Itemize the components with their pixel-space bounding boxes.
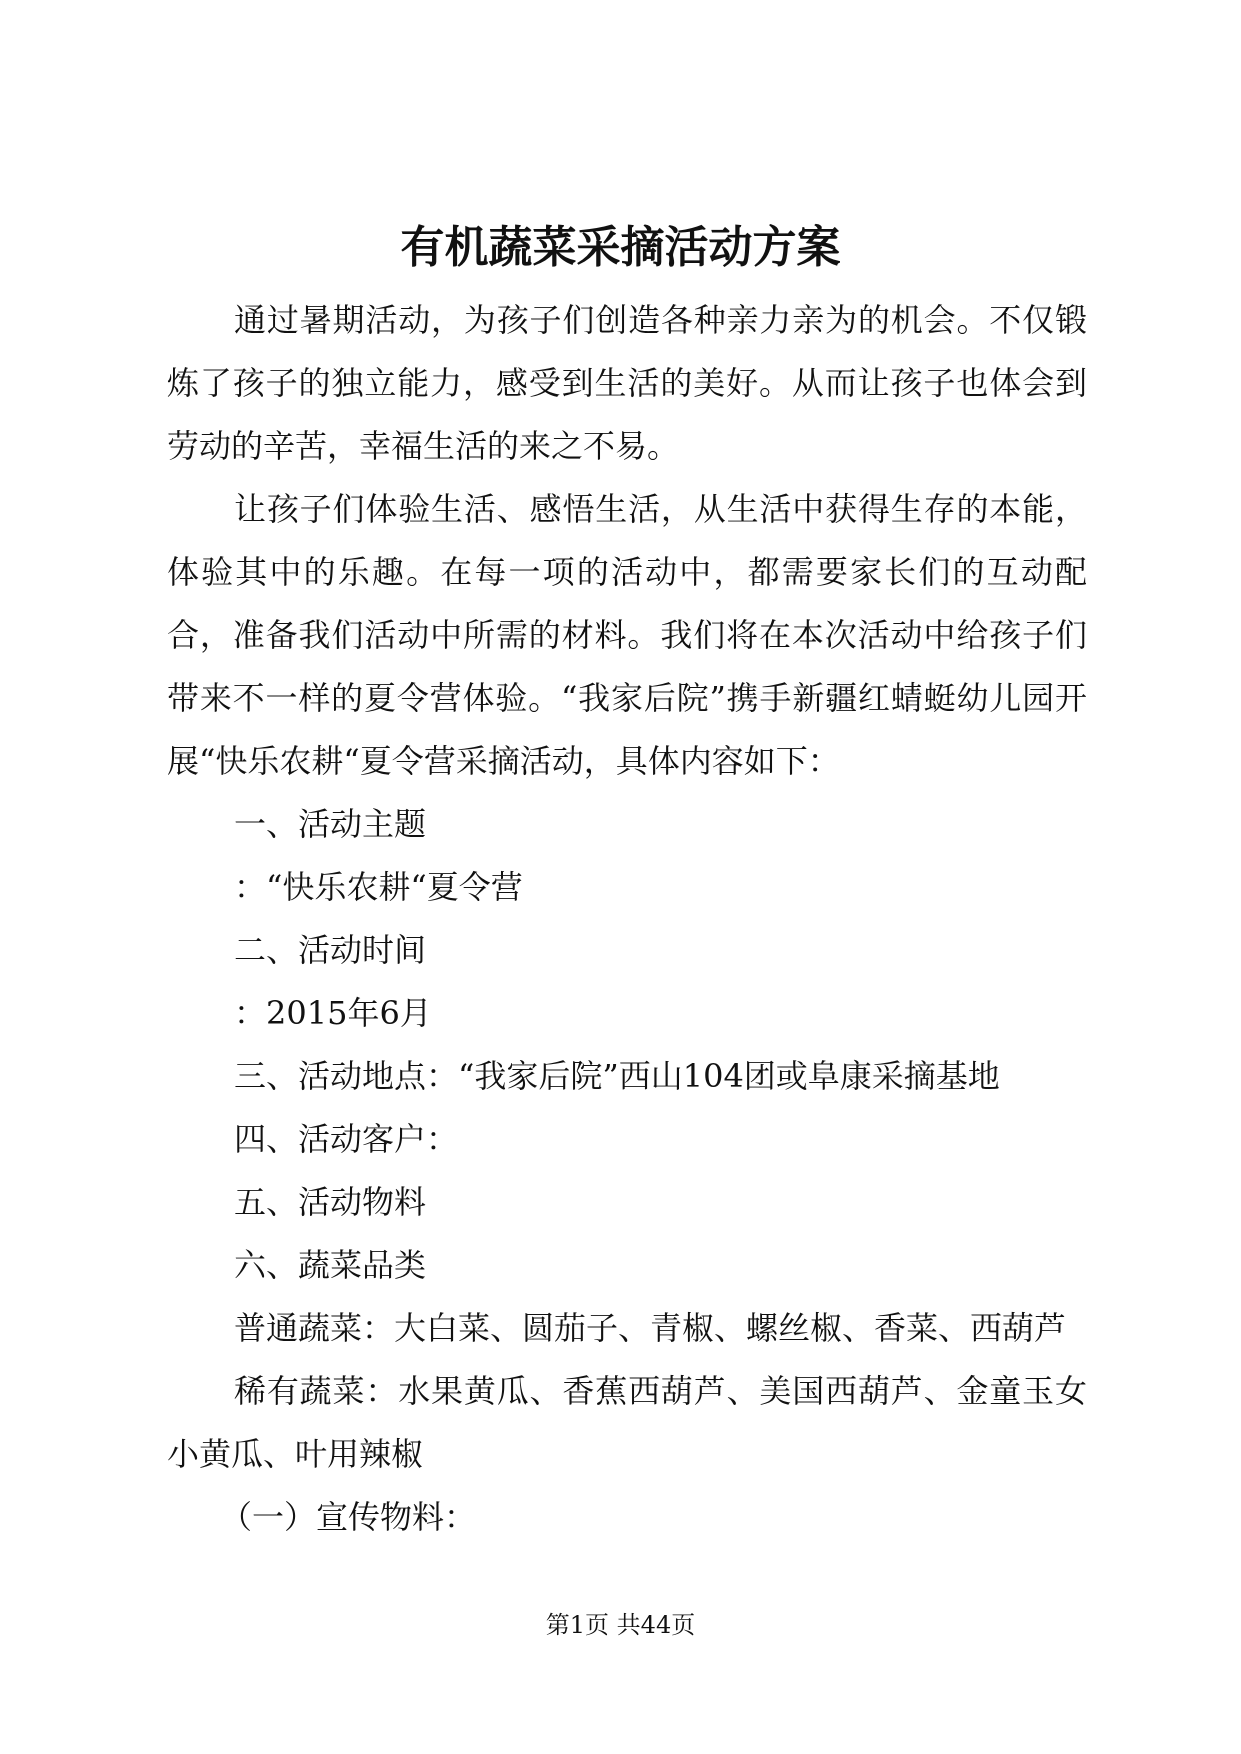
section-theme-heading: 一、活动主题 [234,805,427,843]
intro-paragraph-1: 通过暑期活动，为孩子们创造各种亲力亲为的机会。不仅锻炼了孩子的独立能力，感受到生活的美好。从而让孩子也体会到劳动的辛苦，幸福生活的来之不易。 [167,301,1087,465]
common-vegetables: 普通蔬菜：大白菜、圆茄子、青椒、螺丝椒、香菜、西葫芦 [234,1309,1067,1347]
document-body [167,289,1087,1549]
section-clients: 四、活动客户： [234,1120,459,1158]
page-footer: 第1页 共44页 [545,1611,696,1639]
intro-paragraph-2: 让孩子们体验生活、感悟生活，从生活中获得生存的本能，体验其中的乐趣。在每一项的活动中，都需要家长们的互动配合，准备我们活动中所需的材料。我们将在本次活动中给孩子们带来不一样的夏令营体验。“我家后院”携手新疆红蜻蜓幼儿园开展“快乐农耕“夏令营采摘活动，具体内容如下： [167,490,1087,780]
document-title: 有机蔬菜采摘活动方案 [400,222,841,273]
section-materials: 五、活动物料 [234,1183,427,1221]
promo-materials-heading: （一）宣传物料： [220,1498,477,1536]
section-time-value: ：2015年6月 [234,994,432,1032]
section-time-heading: 二、活动时间 [234,931,427,969]
section-vegetables: 六、蔬菜品类 [234,1246,427,1284]
section-location: 三、活动地点：“我家后院”西山104团或阜康采摘基地 [234,1057,1000,1095]
rare-vegetables: 稀有蔬菜：水果黄瓜、香蕉西葫芦、美国西葫芦、金童玉女小黄瓜、叶用辣椒 [167,1372,1087,1473]
section-theme-value: ：“快乐农耕“夏令营 [234,868,523,906]
